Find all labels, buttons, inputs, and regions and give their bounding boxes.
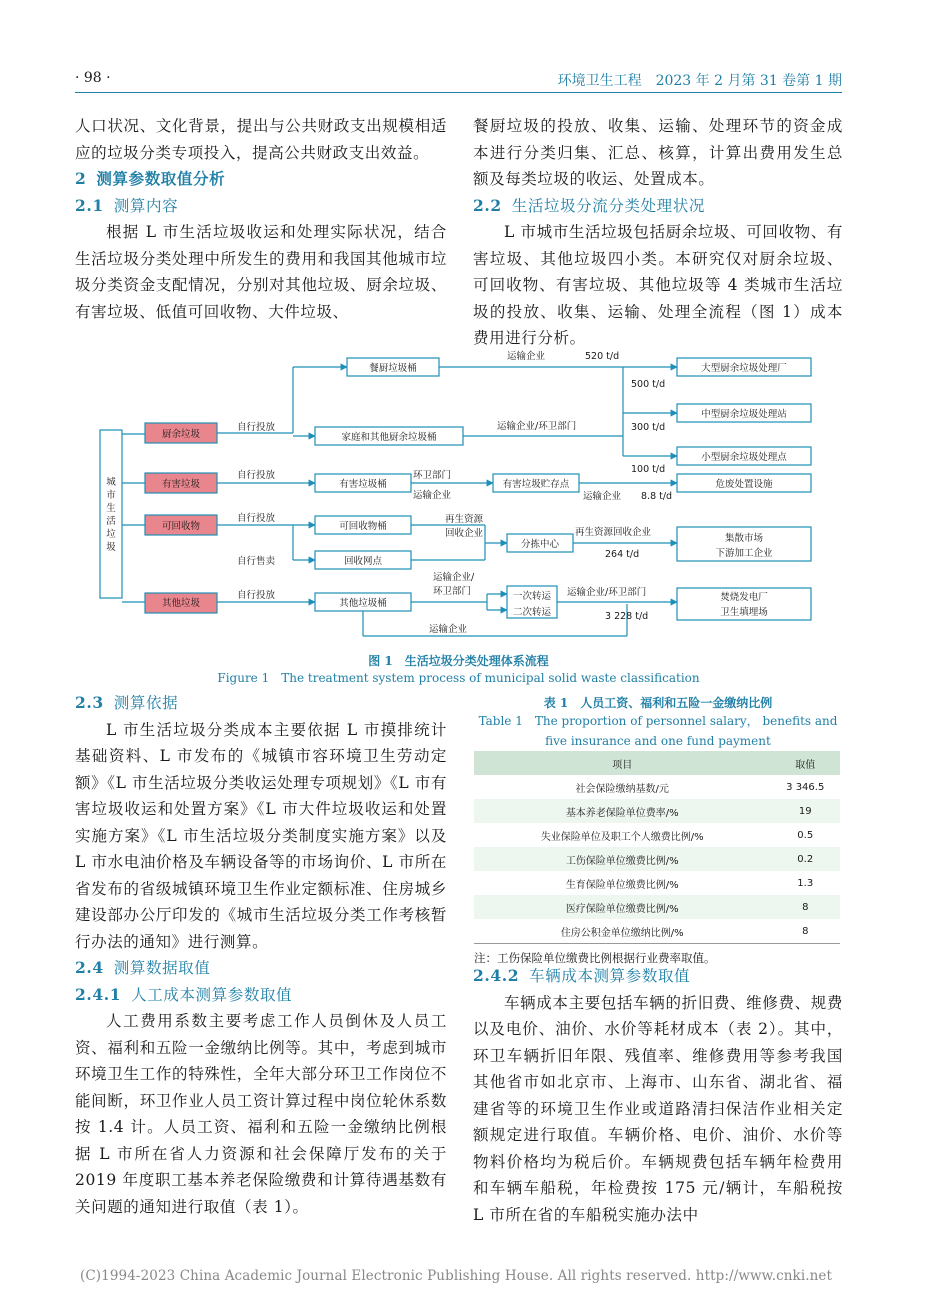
label-env-dept: 环卫部门 bbox=[413, 470, 452, 481]
table-cell: 8 bbox=[771, 919, 841, 944]
label-520: 520 t/d bbox=[585, 351, 620, 362]
table-cell: 住房公积金单位缴纳比例/% bbox=[474, 919, 771, 944]
section-2-4-heading: 2.4 测算数据取值 bbox=[75, 958, 211, 977]
label-transport-3: 运输企业 bbox=[583, 491, 622, 502]
root-char-3: 生 bbox=[106, 503, 116, 514]
box-other-bin: 其他垃圾桶 bbox=[339, 598, 387, 609]
copyright-footer: (C)1994-2023 China Academic Journal Electronic Publishing House. All rights reserved. http://www.cnki.net bbox=[80, 1268, 833, 1284]
table-cell: 医疗保险单位缴费比例/% bbox=[474, 895, 771, 919]
table-header-value: 取值 bbox=[771, 751, 841, 775]
table-1-block bbox=[474, 694, 842, 966]
root-char-2: 市 bbox=[106, 490, 116, 501]
table-row bbox=[474, 871, 840, 895]
box-home-bin: 家庭和其他厨余垃圾桶 bbox=[341, 432, 437, 443]
table-row bbox=[474, 799, 840, 823]
cat-other: 其他垃圾 bbox=[161, 598, 201, 609]
table-row bbox=[474, 919, 840, 944]
box-hazard-store: 有害垃圾贮存点 bbox=[502, 479, 570, 490]
label-264: 264 t/d bbox=[605, 549, 640, 560]
label-renew-1: 再生资源 bbox=[445, 514, 484, 525]
label-self-3: 自行投放 bbox=[237, 513, 276, 524]
table-row bbox=[474, 823, 840, 847]
label-self-sell: 自行售卖 bbox=[237, 556, 276, 567]
table-cell: 0.5 bbox=[797, 829, 814, 841]
box-small-plant: 小型厨余垃圾处理点 bbox=[701, 452, 787, 463]
box-mid-plant: 中型厨余垃圾处理站 bbox=[701, 409, 787, 420]
intro-paragraph-end: 人口状况、文化背景，提出与公共财政支出规模相适应的垃圾分类专项投入，提高公共财政支出效益。 bbox=[75, 117, 447, 162]
section-2-3-text: L 市生活垃圾分类成本主要依据 L 市摸排统计基础资料、L 市发布的《城镇市容环境卫生劳动定额》《L 市生活垃圾分类收运处理专项规划》《L 市有害垃圾收运和处置方案》《L 市大件垃圾收运和处置实施方案》《L 市生活垃圾分类制度实施方案》以及 L 市水电油价格及车辆设备等的市场询价、L 市所在省发布的省级城镇环境卫生作业定额标准、住房城乡建设部办公厅印发的《城市生活垃圾分类工作考核暂行办法的通知》进行测算。 bbox=[75, 720, 447, 951]
box-incineration-1: 焚烧发电厂 bbox=[720, 592, 768, 603]
label-self-4: 自行投放 bbox=[237, 590, 276, 601]
table-cell: 社会保险缴纳基数/元 bbox=[575, 783, 669, 795]
section-2-1-heading: 2.1 测算内容 bbox=[75, 195, 179, 215]
table-1-caption-en: Table 1 The proportion of personnel salary， benefits and five insurance and one fund payment bbox=[478, 714, 838, 748]
box-market-2: 下游加工企业 bbox=[715, 548, 773, 559]
table-cell: 0.2 bbox=[771, 847, 841, 871]
bottom-left-column bbox=[75, 690, 447, 1220]
label-transport-bottom: 运输企业 bbox=[429, 624, 468, 635]
box-canchu-bin: 餐厨垃圾桶 bbox=[369, 363, 417, 374]
cat-hazardous: 有害垃圾 bbox=[161, 479, 201, 490]
box-hazard-bin: 有害垃圾桶 bbox=[339, 479, 387, 490]
label-100: 100 t/d bbox=[631, 464, 666, 475]
table-cell: 生育保险单位缴费比例/% bbox=[565, 879, 679, 891]
label-8-8: 8.8 t/d bbox=[641, 491, 673, 502]
section-2-4-1-text: 人工费用系数主要考虑工作人员倒休及人员工资、福利和五险一金缴纳比例等。其中，考虑到城市环境卫生工作的特殊性，全年大部分环卫工作岗位不能间断，环卫作业人员工资计算过程中岗位轮休系数按 1.4 计。人员工资、福利和五险一金缴纳比例根据 L 市所在省人力资源和社会保障厅发布的关于 2019 年度职工基本养老保险缴费和计算待遇基数有关问题的通知进行取值（表 1）。 bbox=[75, 1012, 447, 1216]
label-transport-env: 运输企业/环卫部门 bbox=[497, 421, 577, 432]
box-transfer-1: 一次转运 bbox=[512, 591, 552, 602]
section-2-4-1-heading: 2.4.1 人工成本测算参数取值 bbox=[75, 984, 293, 1004]
box-market-1: 集散市场 bbox=[724, 533, 764, 544]
root-box bbox=[100, 430, 122, 598]
box-recycle-bin: 可回收物桶 bbox=[339, 521, 387, 532]
table-cell: 8 bbox=[771, 895, 841, 919]
table-header-row bbox=[474, 751, 840, 775]
header-rule bbox=[75, 92, 842, 93]
section-2-3-heading: 2.3 测算依据 bbox=[75, 693, 179, 712]
table-row bbox=[474, 847, 840, 871]
figure-1-caption-en: Figure 1 The treatment system process of municipal solid waste classification bbox=[217, 671, 700, 685]
table-1-caption-zh: 表 1 人员工资、福利和五险一金缴纳比例 bbox=[543, 696, 773, 710]
table-1 bbox=[474, 751, 840, 944]
box-recycle-point: 回收网点 bbox=[343, 556, 383, 567]
label-transport: 运输企业 bbox=[507, 351, 546, 362]
label-self-1: 自行投放 bbox=[237, 422, 276, 433]
label-self-2: 自行投放 bbox=[237, 470, 276, 481]
top-right-column bbox=[473, 113, 843, 352]
section-2-2-text: L 市城市生活垃圾包括厨余垃圾、可回收物、有害垃圾、其他垃圾四小类。本研究仅对厨余垃圾、可回收物、有害垃圾、其他垃圾等 4 类城市生活垃圾的投放、收集、运输、处理全流程（图 1）成本费用进行分析。 bbox=[473, 223, 843, 347]
table-cell: 失业保险单位及职工个人缴费比例/% bbox=[540, 831, 704, 843]
figure-1 bbox=[75, 338, 842, 684]
flow-diagram bbox=[75, 338, 842, 648]
section-2-2-heading: 2.2 生活垃圾分流分类处理状况 bbox=[473, 195, 705, 215]
table-row bbox=[474, 895, 840, 919]
box-hazard-facility: 危废处置设施 bbox=[715, 479, 773, 490]
section-2-4-2-heading: 2.4.2 车辆成本测算参数取值 bbox=[473, 966, 691, 985]
figure-1-caption-zh: 图 1 生活垃圾分类处理体系流程 bbox=[368, 654, 549, 668]
table-cell: 3 346.5 bbox=[786, 781, 825, 793]
section-2-1-text: 根据 L 市生活垃圾收运和处理实际状况，结合生活垃圾分类处理中所发生的费用和我国其他城市垃圾分类资金支配情况，分别对其他垃圾、厨余垃圾、有害垃圾、低值可回收物、大件垃圾、 bbox=[75, 223, 447, 321]
label-renew-co: 再生资源回收企业 bbox=[575, 527, 652, 538]
root-char-1: 城 bbox=[106, 477, 116, 488]
table-cell: 1.3 bbox=[797, 877, 814, 889]
box-large-plant: 大型厨余垃圾处理厂 bbox=[701, 363, 787, 374]
page-number: · 98 · bbox=[75, 70, 111, 86]
table-cell: 基本养老保险单位费率/% bbox=[474, 799, 771, 823]
label-500: 500 t/d bbox=[631, 379, 666, 390]
section-2-1-continued: 餐厨垃圾的投放、收集、运输、处理环节的资金成本进行分类归集、汇总、核算，计算出费用发生总额及每类垃圾的收运、处置成本。 bbox=[473, 117, 843, 188]
bottom-right-column bbox=[473, 963, 843, 1228]
label-3228: 3 228 t/d bbox=[605, 611, 649, 622]
table-header-item: 项目 bbox=[474, 751, 771, 775]
root-char-4: 活 bbox=[106, 516, 116, 527]
section-2-heading: 2 测算参数取值分析 bbox=[75, 169, 226, 188]
top-left-column bbox=[75, 113, 447, 325]
label-tr-a: 运输企业/ bbox=[433, 572, 475, 583]
journal-info: 环境卫生工程 2023 年 2 月第 31 卷第 1 期 bbox=[557, 73, 842, 89]
cat-kitchen: 厨余垃圾 bbox=[161, 429, 201, 440]
box-incineration-2: 卫生填埋场 bbox=[720, 607, 768, 618]
table-cell: 工伤保险单位缴费比例/% bbox=[474, 847, 771, 871]
box-sorting: 分拣中心 bbox=[520, 539, 560, 550]
label-transport-2: 运输企业 bbox=[413, 490, 452, 501]
table-cell: 19 bbox=[771, 799, 841, 823]
label-transport-env-2: 运输企业/环卫部门 bbox=[567, 587, 647, 598]
label-tr-b: 环卫部门 bbox=[433, 586, 472, 597]
cat-recyclable: 可回收物 bbox=[161, 521, 201, 532]
root-char-6: 圾 bbox=[106, 542, 116, 553]
section-2-4-2-text: 车辆成本主要包括车辆的折旧费、维修费、规费以及电价、油价、水价等耗材成本（表 2）。其中，环卫车辆折旧年限、残值率、维修费用等参考我国其他省市如北京市、上海市、山东省、湖北省、福建省等的环境卫生作业或道路清扫保洁作业相关定额规定进行取值。车辆价格、电价、油价、水价等物料价格均为税后价。车辆规费包括车辆年检费用和车辆车船税，年检费按 175 元/辆计，车船税按 L 市所在省的车船税实施办法中 bbox=[473, 993, 843, 1224]
box-transfer-2: 二次转运 bbox=[512, 607, 552, 618]
root-char-5: 垃 bbox=[106, 529, 116, 540]
table-row bbox=[474, 775, 840, 799]
label-renew-2: 回收企业 bbox=[445, 528, 484, 539]
table-1-note: 注：工伤保险单位缴费比例根据行业费率取值。 bbox=[474, 951, 716, 965]
label-300: 300 t/d bbox=[631, 422, 666, 433]
